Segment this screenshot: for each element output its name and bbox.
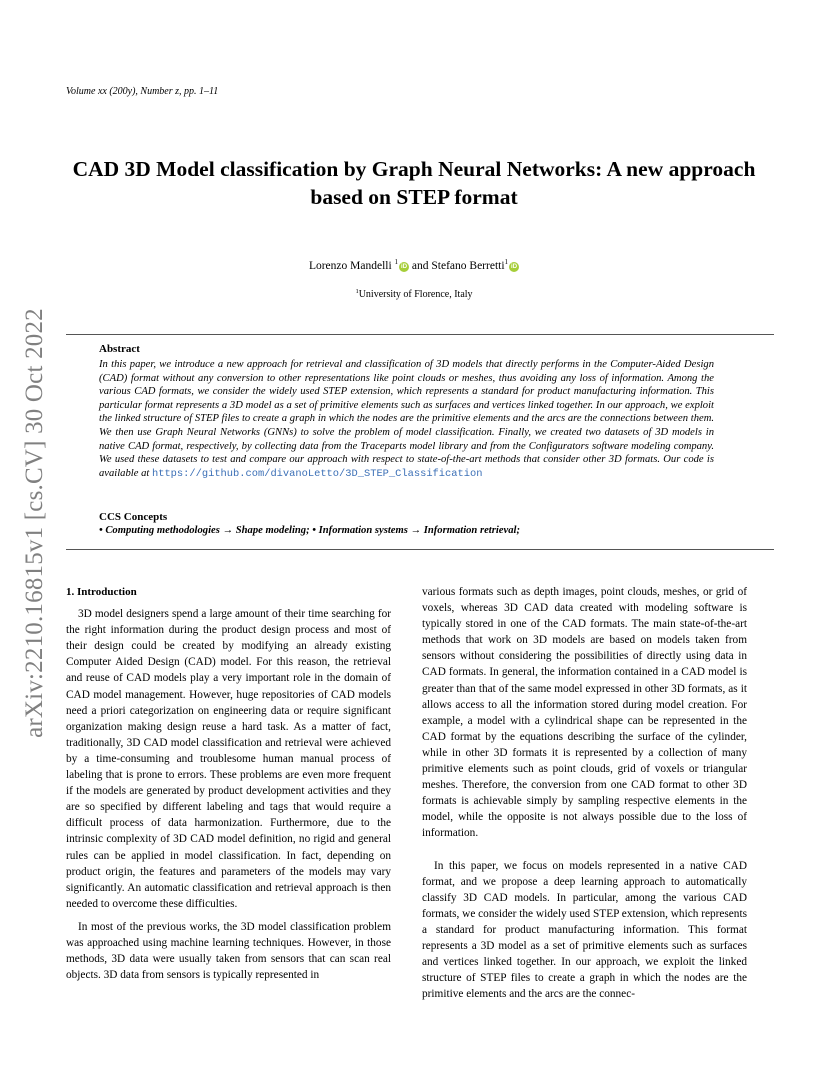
body-paragraph: In most of the previous works, the 3D model classification problem was approached using machine learning techniques. However, in those methods, 3D data were usually taken from sensors that can scan real objects. 3D data from sensors is typically represented in [66,920,391,982]
affiliation-marker: 1 [355,288,359,295]
abstract-text [99,358,714,481]
ccs-concept: Information retrieval; [423,525,520,536]
affiliation-marker: 1 [394,258,399,266]
author-name: Lorenzo Mandelli [308,260,392,272]
arxiv-stamp [20,288,50,758]
left-column [66,584,391,983]
section-heading: 1. Introduction [66,586,137,598]
ccs-category: • Information systems [312,525,408,536]
author-line [0,258,828,272]
author-connector: and [411,260,429,272]
journal-volume-line: Volume xx (200y), Number z, pp. 1–11 [66,86,219,97]
body-paragraph: In this paper, we focus on models represented in a native CAD format, and we propose a deep learning approach to automatically classify 3D CAD models. In particular, among the various CAD formats, we consider the widely used STEP extension, which represents a standard for product manufacturing information. This format represents a 3D model as a set of primitive elements such as surfaces and vertices linked together. In our approach, we exploit the linked structure of STEP files to create a graph in which the nodes are the primitive elements and the arcs are the connec- [422,859,747,1001]
code-repository-link[interactable]: https://github.com/divanoLetto/3D_STEP_Classification [151,467,483,480]
body-paragraph: 3D model designers spend a large amount of their time searching for the right information during the product design process and most of their design could be created by modifying an already existing Computer Aided Design (CAD) model. For this reason, the retrieval and reuse of CAD models play a very important role in the domain of CAD model management. However, huge repositories of CAD models need a priori categorization on engineering data or require significant organization making design reuse a hard task. As a matter of fact, traditionally, 3D CAD model classification and retrieval were achieved by a time-consuming and troublesome human manual process of labeling that is prone to errors. These problems are even more frequent if the models are generated by product development activities and they are so specified by different labeling and tags that would require a difficult process of data harmonization. Furthermore, due to the intrinsic complexity of 3D CAD model definition, no rigid and general rules can be applied in model classification. In fact, depending on product origin, the features and parameters of the models may vary significantly. An automatic classification and retrieval approach is then needed to overcome these difficulties. [66,608,391,910]
abstract-body: In this paper, we introduce a new approach for retrieval and classification of 3D models that directly performs in the Computer-Aided Design (CAD) format without any conversion to other representations like point clouds or meshes, thus avoiding any loss of information. Among the various CAD formats, we consider the widely used STEP extension, which represents a standard for product manufacturing information. This particular format represents a 3D model as a set of primitive elements such as surfaces and vertices linked together. In our approach, we exploit the linked structure of STEP files to create a graph in which the nodes are the primitive elements and the arcs are the connections between them. We then use Graph Neural Networks (GNNs) to solve the problem of model classification. Finally, we created two datasets of 3D models in native CAD format, respectively, by collecting data from the Traceparts model library and from the Configurators software modeling company. We used these datasets to test and compare our approach with respect to state-of-the-art methods that consider other 3D formats. Our code is available at [99,359,714,479]
abstract-top-rule [66,334,774,335]
abstract-bottom-rule [66,549,774,550]
arxiv-identifier: arXiv:2210.16815v1 [cs.CV] 30 Oct 2022 [21,308,48,738]
right-column [422,584,747,1002]
orcid-icon[interactable]: iD [401,264,408,270]
ccs-heading: CCS Concepts [99,511,168,523]
ccs-concepts [99,525,520,536]
arrow-icon: → [410,525,422,536]
body-paragraph: various formats such as depth images, point clouds, meshes, or grid of voxels, whereas 3D CAD data created with modeling software is typically stored in one of the CAD formats. The main state-of-the-art methods that work on 3D models are based on models taken from sensors without considering the possibilities of directly using data in CAD formats. In general, the information contained in a CAD model is greater than that of the same model expressed in other 3D formats, as it allows access to all the information stored during model creation. For example, a model with a cylindrical shape can be represented in the CAD format by the equations describing the surface of the cylinder, while in other 3D formats it is represented by a collection of many primitive elements such as point clouds, grid of voxels or triangular meshes. Therefore, the conversion from one CAD format to other 3D formats is achievable simply by sampling respective elements in the model, while the opposite is not always possible due to the loss of information. [422,586,747,840]
ccs-category: • Computing methodologies [99,525,220,536]
paper-title: CAD 3D Model classification by Graph Neural Networks: A new approach based on STEP format [72,157,756,209]
ccs-concept: Shape modeling; [235,525,310,536]
affiliation-text: University of Florence, Italy [358,289,473,300]
arrow-icon: → [222,525,234,536]
affiliation-marker: 1 [504,258,509,266]
orcid-icon[interactable]: iD [511,264,518,270]
author-name: Stefano Berretti [431,260,505,272]
abstract-heading: Abstract [99,343,140,355]
affiliation [0,288,828,300]
